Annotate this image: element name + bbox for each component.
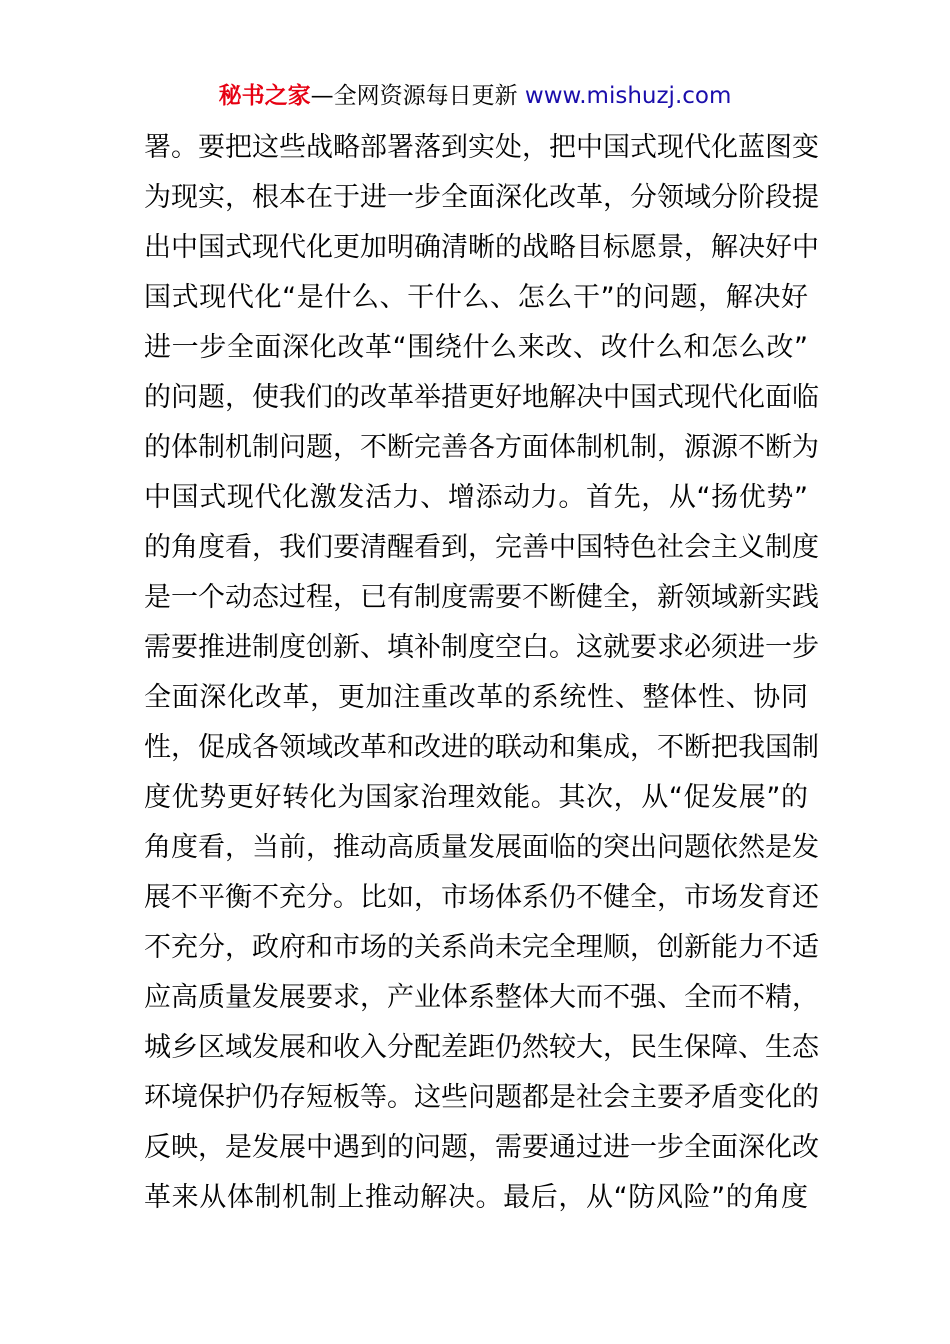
text-line: 环境保护仍存短板等。这些问题都是社会主要矛盾变化的	[144, 1082, 819, 1113]
header-brand: 秘书之家	[218, 83, 311, 109]
text-line: 度优势更好转化为国家治理效能。其次，从“促发展”的	[144, 782, 808, 813]
body-paragraph	[144, 130, 819, 1230]
text-line: 反映，是发展中遇到的问题，需要通过进一步全面深化改	[144, 1132, 819, 1163]
text-line: 的问题，使我们的改革举措更好地解决中国式现代化面临	[144, 382, 819, 413]
text-line: 性，促成各领域改革和改进的联动和集成，不断把我国制	[144, 732, 819, 763]
text-line: 应高质量发展要求，产业体系整体大而不强、全而不精，	[144, 982, 819, 1013]
text-line: 展不平衡不充分。比如，市场体系仍不健全，市场发育还	[144, 882, 819, 913]
header-tagline: —全网资源每日更新	[310, 83, 525, 109]
text-line: 出中国式现代化更加明确清晰的战略目标愿景，解决好中	[144, 232, 819, 263]
header-url-link[interactable]: www.mishuzj.com	[524, 83, 732, 109]
text-line: 城乡区域发展和收入分配差距仍然较大，民生保障、生态	[144, 1032, 819, 1063]
text-line: 全面深化改革，更加注重改革的系统性、整体性、协同	[144, 682, 808, 713]
text-line: 中国式现代化激发活力、增添动力。首先，从“扬优势”	[144, 482, 808, 513]
text-line: 署。要把这些战略部署落到实处，把中国式现代化蓝图变	[144, 132, 819, 163]
text-line: 进一步全面深化改革“围绕什么来改、改什么和怎么改”	[144, 332, 808, 363]
text-line: 需要推进制度创新、填补制度空白。这就要求必须进一步	[144, 632, 819, 663]
text-line: 不充分，政府和市场的关系尚未完全理顺，创新能力不适	[144, 932, 819, 963]
text-line: 的体制机制问题，不断完善各方面体制机制，源源不断为	[144, 432, 819, 463]
text-line: 的角度看，我们要清醒看到，完善中国特色社会主义制度	[144, 532, 819, 563]
page-header	[0, 80, 950, 112]
text-line: 革来从体制机制上推动解决。最后，从“防风险”的角度	[144, 1182, 808, 1213]
text-line: 角度看，当前，推动高质量发展面临的突出问题依然是发	[144, 832, 819, 863]
text-line: 为现实，根本在于进一步全面深化改革，分领域分阶段提	[144, 182, 819, 213]
text-line: 国式现代化“是什么、干什么、怎么干”的问题，解决好	[144, 282, 808, 313]
text-line: 是一个动态过程，已有制度需要不断健全，新领域新实践	[144, 582, 819, 613]
